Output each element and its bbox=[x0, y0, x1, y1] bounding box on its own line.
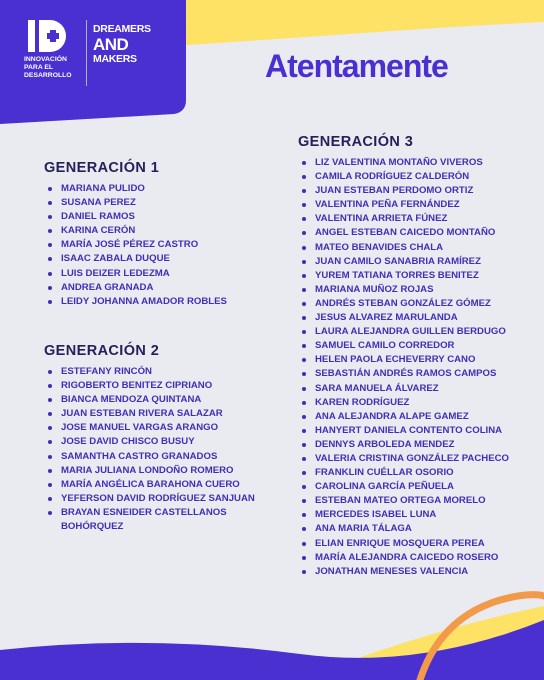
list-item bbox=[298, 241, 538, 255]
list-item bbox=[298, 170, 538, 184]
bullet-icon bbox=[48, 187, 52, 191]
generation-2-heading: GENERACIÓN 2 bbox=[44, 343, 160, 359]
list-item bbox=[44, 379, 274, 393]
member-name: KARINA CERÓN bbox=[61, 225, 136, 237]
generation-2-section bbox=[44, 343, 274, 534]
list-item bbox=[298, 466, 538, 480]
bullet-icon bbox=[48, 483, 52, 487]
member-name: MARÍA JOSÉ PÉREZ CASTRO bbox=[61, 239, 199, 251]
bullet-icon bbox=[302, 189, 306, 193]
list-item bbox=[44, 196, 274, 210]
member-name: JONATHAN MENESES VALENCIA bbox=[315, 565, 469, 577]
list-item bbox=[298, 410, 538, 424]
bullet-icon bbox=[302, 457, 306, 461]
member-name: HANYERT DANIELA CONTENTO COLINA bbox=[315, 424, 503, 436]
list-item bbox=[298, 339, 538, 353]
member-name: ANDRÉS STEBAN GONZÁLEZ GÓMEZ bbox=[315, 297, 491, 309]
bullet-icon bbox=[302, 231, 306, 235]
member-name: JUAN CAMILO SANABRIA RAMÍREZ bbox=[315, 255, 481, 267]
member-name: MARÍA ALEJANDRA CAICEDO ROSERO bbox=[315, 551, 499, 563]
member-name: ANA ALEJANDRA ALAPE GAMEZ bbox=[315, 410, 469, 422]
member-name: ESTEBAN MATEO ORTEGA MORELO bbox=[315, 495, 486, 507]
bullet-icon bbox=[302, 246, 306, 250]
dreamers-logo-bottom: MAKERS bbox=[93, 53, 137, 65]
bullet-icon bbox=[48, 511, 52, 515]
member-name: LAURA ALEJANDRA GUILLEN BERDUGO bbox=[315, 326, 506, 338]
bullet-icon bbox=[48, 497, 52, 501]
member-name: VALENTINA PEÑA FERNÁNDEZ bbox=[315, 199, 460, 211]
bullet-icon bbox=[302, 415, 306, 419]
member-name: CAROLINA GARCÍA PEÑUELA bbox=[315, 481, 454, 493]
list-item bbox=[298, 325, 538, 339]
bullet-icon bbox=[302, 556, 306, 560]
bullet-icon bbox=[302, 443, 306, 447]
member-name: DENNYS ARBOLEDA MENDEZ bbox=[315, 438, 455, 450]
bullet-icon bbox=[302, 513, 306, 517]
bullet-icon bbox=[302, 288, 306, 292]
list-item bbox=[298, 184, 538, 198]
dreamers-logo-top: DREAMERS bbox=[93, 23, 151, 35]
list-item bbox=[298, 311, 538, 325]
list-item bbox=[298, 382, 538, 396]
bullet-icon bbox=[302, 175, 306, 179]
list-item bbox=[44, 464, 274, 478]
bullet-icon bbox=[302, 302, 306, 306]
bullet-icon bbox=[302, 485, 306, 489]
member-name: ANDREA GRANADA bbox=[61, 281, 154, 293]
list-item bbox=[44, 478, 274, 492]
bullet-icon bbox=[48, 243, 52, 247]
page-title: Atentamente bbox=[265, 48, 448, 84]
bullet-icon bbox=[302, 316, 306, 320]
member-name: JOSE MANUEL VARGAS ARANGO bbox=[61, 422, 219, 434]
member-name: ELIAN ENRIQUE MOSQUERA PEREA bbox=[315, 537, 485, 549]
list-item bbox=[298, 226, 538, 240]
list-item bbox=[298, 452, 538, 466]
list-item bbox=[298, 480, 538, 494]
member-name: JUAN ESTEBAN PERDOMO ORTIZ bbox=[315, 185, 474, 197]
member-name: ANGEL ESTEBAN CAICEDO MONTAÑO bbox=[315, 227, 496, 239]
member-name: JUAN ESTEBAN RIVERA SALAZAR bbox=[61, 408, 223, 420]
bullet-icon bbox=[302, 330, 306, 334]
list-item bbox=[298, 522, 538, 536]
list-item bbox=[298, 537, 538, 551]
bullet-icon bbox=[302, 429, 306, 433]
member-name: VALENTINA ARRIETA FÚNEZ bbox=[315, 213, 448, 225]
bullet-icon bbox=[302, 260, 306, 264]
member-name: FRANKLIN CUÉLLAR OSORIO bbox=[315, 467, 454, 479]
member-name: MARIANA MUÑOZ ROJAS bbox=[315, 283, 434, 295]
top-yellow-band bbox=[170, 0, 544, 46]
bullet-icon bbox=[48, 286, 52, 290]
bullet-icon bbox=[48, 455, 52, 459]
bullet-icon bbox=[48, 398, 52, 402]
list-item bbox=[44, 435, 274, 449]
list-item bbox=[298, 353, 538, 367]
list-item bbox=[298, 565, 538, 579]
bullet-icon bbox=[302, 542, 306, 546]
id-plus-logo-icon bbox=[28, 20, 68, 52]
generation-2-list bbox=[44, 365, 274, 534]
member-name: SAMUEL CAMILO CORREDOR bbox=[315, 340, 455, 352]
list-item bbox=[44, 182, 274, 196]
bullet-icon bbox=[302, 274, 306, 278]
list-item bbox=[44, 281, 274, 295]
member-name: SAMANTHA CASTRO GRANADOS bbox=[61, 450, 218, 462]
list-item bbox=[298, 198, 538, 212]
list-item bbox=[44, 492, 274, 506]
logo-divider bbox=[86, 20, 87, 86]
member-name: ANA MARIA TÁLAGA bbox=[315, 523, 412, 535]
list-item bbox=[44, 252, 274, 266]
list-item bbox=[298, 255, 538, 269]
list-item bbox=[44, 267, 274, 281]
list-item bbox=[44, 210, 274, 224]
bullet-icon bbox=[302, 570, 306, 574]
member-name: MATEO BENAVIDES CHALA bbox=[315, 241, 444, 253]
bullet-icon bbox=[302, 372, 306, 376]
member-name: KAREN RODRÍGUEZ bbox=[315, 396, 410, 408]
bullet-icon bbox=[302, 161, 306, 165]
bullet-icon bbox=[302, 203, 306, 207]
member-name: BRAYAN ESNEIDER CASTELLANOS BOHÓRQUEZ bbox=[61, 506, 227, 533]
list-item bbox=[44, 295, 274, 309]
bullet-icon bbox=[48, 300, 52, 304]
member-name: MERCEDES ISABEL LUNA bbox=[315, 509, 437, 521]
member-name: MARÍA ANGÉLICA BARAHONA CUERO bbox=[61, 478, 240, 490]
member-name: MARIA JULIANA LONDOÑO ROMERO bbox=[61, 464, 234, 476]
member-name: RIGOBERTO BENITEZ CIPRIANO bbox=[61, 380, 213, 392]
bullet-icon bbox=[302, 471, 306, 475]
bullet-icon bbox=[302, 217, 306, 221]
list-item bbox=[44, 365, 274, 379]
bullet-icon bbox=[48, 215, 52, 219]
bullet-icon bbox=[48, 412, 52, 416]
member-name: ESTEFANY RINCÓN bbox=[61, 366, 152, 377]
member-name: CAMILA RODRÍGUEZ CALDERÓN bbox=[315, 171, 470, 183]
member-name: SEBASTIÁN ANDRÉS RAMOS CAMPOS bbox=[315, 368, 497, 380]
generation-1-heading: GENERACIÓN 1 bbox=[44, 160, 160, 176]
list-item bbox=[298, 297, 538, 311]
bullet-icon bbox=[302, 344, 306, 348]
list-item bbox=[44, 224, 274, 238]
member-name: LEIDY JOHANNA AMADOR ROBLES bbox=[61, 295, 227, 307]
list-item bbox=[44, 407, 274, 421]
generation-1-list bbox=[44, 182, 274, 309]
member-name: ISAAC ZABALA DUQUE bbox=[61, 253, 170, 265]
list-item bbox=[298, 396, 538, 410]
bullet-icon bbox=[48, 272, 52, 276]
member-name: JOSE DAVID CHISCO BUSUY bbox=[61, 436, 195, 448]
list-item bbox=[298, 508, 538, 522]
dreamers-and-makers-logo bbox=[93, 24, 153, 65]
dreamers-logo-mid: AND bbox=[93, 35, 129, 54]
bullet-icon bbox=[302, 401, 306, 405]
member-name: HELEN PAOLA ECHEVERRY CANO bbox=[315, 354, 476, 366]
bullet-icon bbox=[48, 440, 52, 444]
member-name: VALERIA CRISTINA GONZÁLEZ PACHECO bbox=[315, 452, 510, 464]
list-item bbox=[298, 438, 538, 452]
list-item bbox=[298, 367, 538, 381]
generation-3-heading: GENERACIÓN 3 bbox=[298, 134, 414, 150]
bullet-icon bbox=[302, 358, 306, 362]
member-name: BIANCA MENDOZA QUINTANA bbox=[61, 394, 202, 406]
member-name: YEFERSON DAVID RODRÍGUEZ SANJUAN bbox=[61, 492, 255, 504]
member-name: SUSANA PEREZ bbox=[61, 197, 136, 209]
member-name: MARIANA PULIDO bbox=[61, 183, 145, 194]
list-item bbox=[298, 551, 538, 565]
bullet-icon bbox=[302, 527, 306, 531]
member-name: JESUS ALVAREZ MARULANDA bbox=[315, 312, 458, 324]
bullet-icon bbox=[48, 426, 52, 430]
member-name: LIZ VALENTINA MONTAÑO VIVEROS bbox=[315, 157, 483, 168]
list-item bbox=[298, 212, 538, 226]
list-item bbox=[298, 424, 538, 438]
bullet-icon bbox=[48, 201, 52, 205]
member-name: YUREM TATIANA TORRES BENITEZ bbox=[315, 269, 479, 281]
bullet-icon bbox=[48, 229, 52, 233]
bullet-icon bbox=[48, 257, 52, 261]
list-item bbox=[44, 393, 274, 407]
generation-3-list bbox=[298, 156, 538, 579]
list-item bbox=[44, 238, 274, 252]
list-item bbox=[44, 450, 274, 464]
bullet-icon bbox=[302, 387, 306, 391]
generation-3-section bbox=[298, 134, 538, 579]
list-item bbox=[298, 269, 538, 283]
bullet-icon bbox=[302, 499, 306, 503]
bullet-icon bbox=[48, 384, 52, 388]
member-name: SARA MANUELA ÁLVAREZ bbox=[315, 382, 439, 394]
list-item bbox=[298, 283, 538, 297]
list-item bbox=[44, 421, 274, 435]
list-item bbox=[298, 494, 538, 508]
generation-1-section bbox=[44, 160, 274, 309]
bullet-icon bbox=[48, 370, 52, 374]
member-name: DANIEL RAMOS bbox=[61, 211, 135, 223]
list-item bbox=[44, 506, 274, 534]
list-item bbox=[298, 156, 538, 170]
member-name: LUIS DEIZER LEDEZMA bbox=[61, 267, 170, 279]
logo-caption: INNOVACIÓN PARA EL DESARROLLO bbox=[24, 56, 72, 79]
bullet-icon bbox=[48, 469, 52, 473]
